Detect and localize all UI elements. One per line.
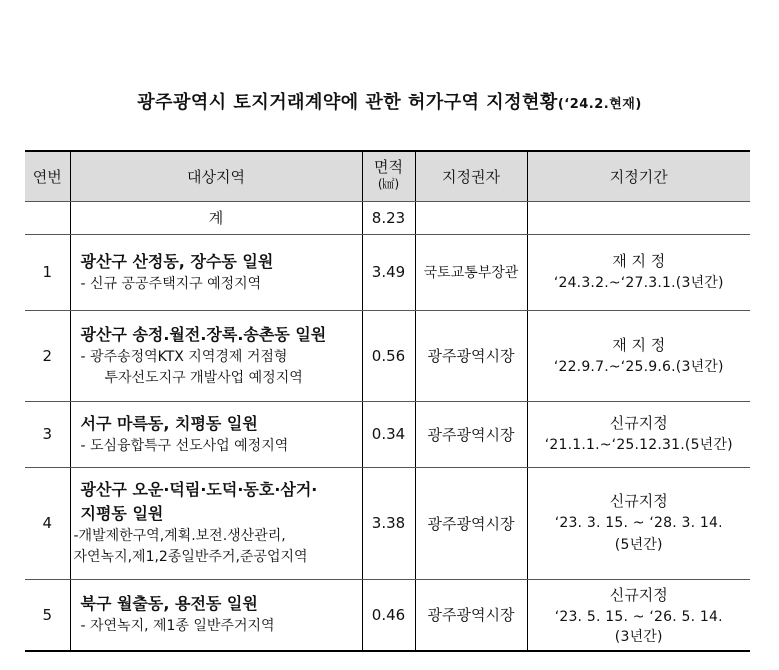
period-cell <box>527 579 750 651</box>
period-cell <box>527 310 750 401</box>
area-name: 서구 마륵동, 치평동 일원 <box>80 413 258 433</box>
area-detail: 투자선도지구 개발사업 예정지역 <box>104 369 303 386</box>
area-cell <box>70 579 362 651</box>
designation-duration: (5년간) <box>614 537 663 553</box>
table-row <box>25 234 750 310</box>
area-detail: - 도심융합특구 선도사업 예정지역 <box>80 437 289 454</box>
row-no: 1 <box>25 234 70 310</box>
designation-period: ‘23. 5. 15. ~ ‘26. 5. 14. <box>554 608 723 625</box>
area-size: 0.56 <box>362 310 415 401</box>
header-period: 지정기간 <box>527 151 750 201</box>
area-detail: - 광주송정역KTX 지역경제 거점형 <box>80 348 288 365</box>
table-row <box>25 467 750 579</box>
authority: 광주광역시장 <box>415 401 527 467</box>
area-cell <box>70 310 362 401</box>
area-detail: -개발제한구역,계획.보전.생산관리, <box>73 528 286 544</box>
title-main: 광주광역시 토지거래계약에 관한 허가구역 지정현황 <box>137 92 558 113</box>
designation-status: 신규지정 <box>609 414 668 432</box>
header-no: 연번 <box>25 151 70 201</box>
area-cell <box>70 234 362 310</box>
row-no: 3 <box>25 401 70 467</box>
period-cell <box>527 234 750 310</box>
authority: 광주광역시장 <box>415 579 527 651</box>
table-row <box>25 310 750 401</box>
designation-period: ‘21.1.1.~‘25.12.31.(5년간) <box>544 437 733 453</box>
area-cell <box>70 467 362 579</box>
row-no: 5 <box>25 579 70 651</box>
designation-table <box>25 150 750 652</box>
area-size: 0.46 <box>362 579 415 651</box>
designation-duration: (3년간) <box>614 628 663 645</box>
header-size-unit: (㎢) <box>377 177 400 192</box>
area-name: 북구 월출동, 용전동 일원 <box>80 594 258 614</box>
designation-status: 신규지정 <box>609 492 668 510</box>
header-area: 대상지역 <box>70 151 362 201</box>
row-no: 4 <box>25 467 70 579</box>
header-size <box>362 151 415 201</box>
designation-period: ‘23. 3. 15. ~ ‘28. 3. 14. <box>554 515 723 531</box>
area-name: 광산구 오운·덕림·도덕·동호·삼거· <box>80 480 318 499</box>
total-size: 8.23 <box>362 201 415 234</box>
designation-status: 재 지 정 <box>612 252 666 270</box>
designation-status: 재 지 정 <box>612 335 666 354</box>
area-name-cont: 지평동 일원 <box>80 504 164 523</box>
total-no-cell <box>25 201 70 234</box>
area-size: 0.34 <box>362 401 415 467</box>
area-detail: - 신규 공공주택지구 예정지역 <box>80 275 262 292</box>
total-authority-cell <box>415 201 527 234</box>
header-size-label: 면적 <box>374 158 403 177</box>
designation-period: ‘22.9.7.~‘25.9.6.(3년간) <box>553 358 724 375</box>
authority: 광주광역시장 <box>415 467 527 579</box>
area-size: 3.49 <box>362 234 415 310</box>
total-label: 계 <box>70 201 362 234</box>
area-detail: 자연녹지,제1,2종일반주거,준공업지역 <box>73 549 308 565</box>
table-row <box>25 579 750 651</box>
area-detail: - 자연녹지, 제1종 일반주거지역 <box>80 618 275 635</box>
designation-period: ‘24.3.2.~‘27.3.1.(3년간) <box>553 275 724 291</box>
row-no: 2 <box>25 310 70 401</box>
area-name: 광산구 송정.월전.장록.송촌동 일원 <box>80 324 327 344</box>
area-name: 광산구 산정동, 장수동 일원 <box>80 251 274 271</box>
period-cell <box>527 401 750 467</box>
header-authority: 지정권자 <box>415 151 527 201</box>
header-row <box>25 151 750 201</box>
designation-status: 신규지정 <box>609 585 668 604</box>
period-cell <box>527 467 750 579</box>
total-row <box>25 201 750 234</box>
total-period-cell <box>527 201 750 234</box>
authority: 광주광역시장 <box>415 310 527 401</box>
document-title <box>0 88 779 114</box>
title-date: (‘24.2.현재) <box>557 97 642 112</box>
area-size: 3.38 <box>362 467 415 579</box>
authority: 국토교통부장관 <box>415 234 527 310</box>
area-cell <box>70 401 362 467</box>
table-row <box>25 401 750 467</box>
